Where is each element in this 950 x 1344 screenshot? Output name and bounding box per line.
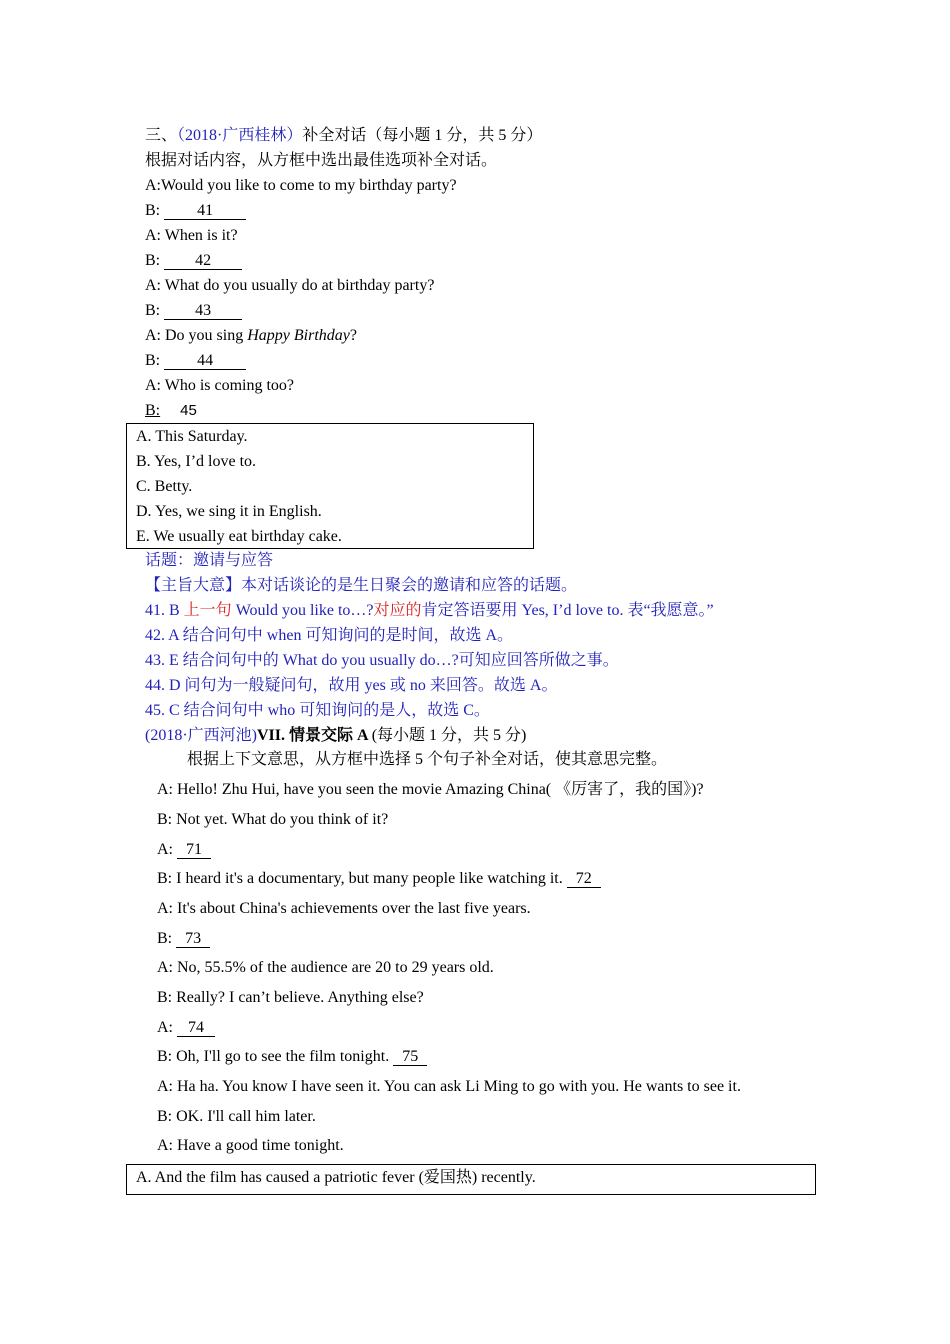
option-item: A. This Saturday. [136,428,248,445]
options-box [126,1164,816,1195]
dialogue-line: A: What do you usually do at birthday party? [145,277,435,294]
dialogue-line: A: It's about China's achievements over the last five years. [157,900,531,917]
answer-blank[interactable]: 72 [567,870,601,888]
dialogue-line: A:Would you like to come to my birthday party? [145,177,457,194]
answer-blank[interactable]: 71 [177,841,211,859]
dialogue-line: A: Hello! Zhu Hui, have you seen the movie Amazing China( 《厉害了，我的国》)? [157,781,704,798]
dialogue-line: B: Really? I can’t believe. Anything else? [157,989,424,1006]
answer-blank[interactable]: 45 [180,402,197,419]
section7-instruction: 根据上下文意思，从方框中选择 5 个句子补全对话，使其意思完整。 [187,751,668,768]
dialogue-line: B: I heard it's a documentary, but many people like watching it. 72 [157,869,601,889]
dialogue-line: A: Have a good time tonight. [157,1137,344,1154]
answer-explanation: 45. C 结合问句中 who 可知询问的是人，故选 C。 [145,702,490,719]
dialogue-line: A: 74 [157,1018,215,1038]
section3-heading: 三、（2018·广西桂林）补全对话（每小题 1 分，共 5 分） [145,127,543,144]
dialogue-line: A: Ha ha. You know I have seen it. You can ask Li Ming to go with you. He wants to see it. [157,1078,741,1095]
answer-blank[interactable]: 44 [164,352,246,370]
dialogue-line: A: Do you sing Happy Birthday? [145,327,357,344]
topic-line: 话题：邀请与应答 [145,552,274,569]
option-item: E. We usually eat birthday cake. [136,528,342,545]
answer-explanation: 43. E 结合问句中的 What do you usually do…?可知应回答所做之事。 [145,652,619,669]
answer-explanation: 41. B 上一句 Would you like to…?对应的肯定答语要用 Yes, I’d love to. 表“我愿意。” [145,602,714,619]
dialogue-line: B: 43 [145,301,242,321]
dialogue-line: B: Not yet. What do you think of it? [157,811,389,828]
dialogue-line: B: Oh, I'll go to see the film tonight. 75 [157,1047,427,1067]
dialogue-line: A: 71 [157,840,211,860]
dialogue-line: B: 45 [145,402,197,419]
dialogue-line: B: 44 [145,351,246,371]
answer-blank[interactable]: 74 [177,1019,215,1037]
dialogue-line: A: Who is coming too? [145,377,295,394]
option-item: C. Betty. [136,478,193,495]
answer-blank[interactable]: 42 [164,252,242,270]
option-item: A. And the film has caused a patriotic fever (爱国热) recently. [136,1169,536,1186]
answer-blank[interactable]: 43 [164,302,242,320]
answer-explanation: 44. D 问句为一般疑问句，故用 yes 或 no 来回答。故选 A。 [145,677,558,694]
dialogue-line: A: When is it? [145,227,238,244]
answer-blank[interactable]: 41 [164,202,246,220]
section3-source: （2018·广西桂林） [177,127,303,144]
dialogue-line: B: OK. I'll call him later. [157,1108,316,1125]
section3-instruction: 根据对话内容，从方框中选出最佳选项补全对话。 [145,152,498,169]
section7-source: (2018·广西河池) [145,727,257,744]
dialogue-line: B: 73 [157,929,210,949]
dialogue-line: A: No, 55.5% of the audience are 20 to 29 years old. [157,959,494,976]
option-item: B. Yes, I’d love to. [136,453,257,470]
answer-explanation: 42. A 结合问句中 when 可知询问的是时间，故选 A。 [145,627,514,644]
main-idea: 【主旨大意】本对话谈论的是生日聚会的邀请和应答的话题。 [145,577,578,594]
dialogue-line: B: 41 [145,201,246,221]
options-box [126,423,534,549]
answer-blank[interactable]: 73 [176,930,210,948]
dialogue-line: B: 42 [145,251,242,271]
section7-heading: (2018·广西河池)VII. 情景交际 A (每小题 1 分，共 5 分) [145,727,527,744]
option-item: D. Yes, we sing it in English. [136,503,322,520]
answer-blank[interactable]: 75 [393,1048,427,1066]
